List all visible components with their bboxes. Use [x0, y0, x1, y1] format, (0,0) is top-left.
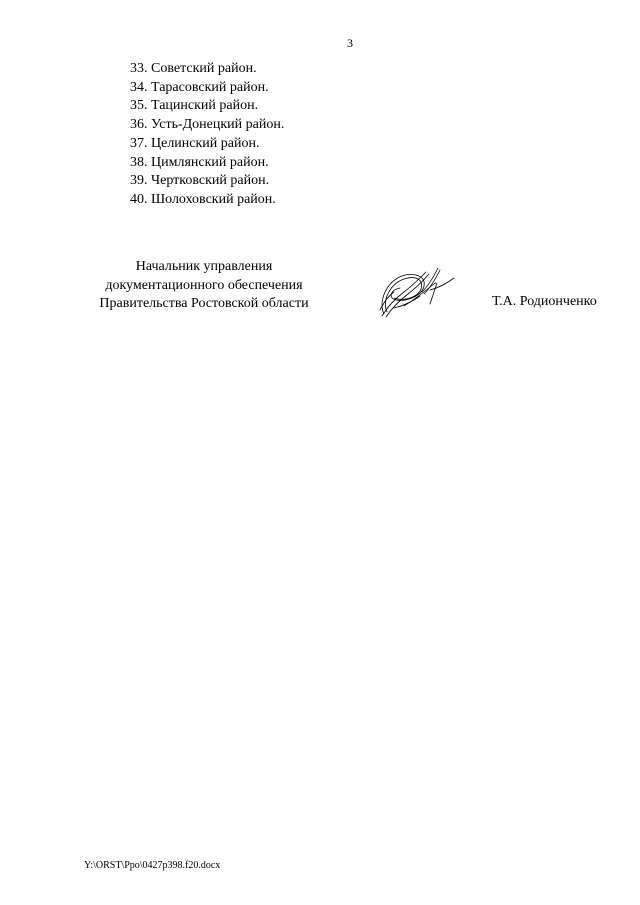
signer-title [84, 258, 324, 314]
list-item: 33. Советский район. [130, 61, 257, 76]
list-item: 40. Шолоховский район. [130, 191, 276, 207]
page-number: 3 [347, 36, 353, 50]
signer-title-line: документационного обеспечения [105, 277, 303, 293]
district-list [130, 60, 284, 210]
signer-title-line: Начальник управления [135, 259, 273, 274]
list-item: 35. Тацинский район. [130, 98, 259, 114]
handwritten-signature [374, 262, 460, 320]
signer-title-line: Правительства Ростовской области [99, 296, 309, 311]
list-item: 36. Усть-Донецкий район. [130, 117, 285, 133]
list-item: 39. Чертковский район. [130, 173, 270, 189]
list-item: 37. Целинский район. [130, 135, 260, 151]
list-item: 34. Тарасовский район. [130, 79, 269, 95]
file-path: Y:\ORST\Ppo\0427p398.f20.docx [84, 860, 221, 871]
list-item: 38. Цимлянский район. [130, 154, 269, 170]
signer-name: Т.А. Родионченко [492, 294, 597, 309]
